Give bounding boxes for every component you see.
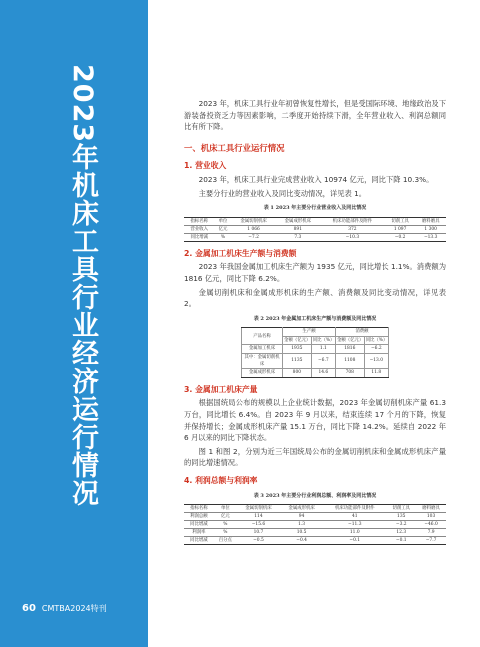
page-number: 60 xyxy=(22,603,36,614)
table2 xyxy=(241,327,389,377)
table-cell: 1 097 xyxy=(385,225,416,233)
revenue-paragraph: 2023 年，机床工具行业完成营业收入 10974 亿元，同比下降 10.3%。 xyxy=(198,174,434,184)
table-row xyxy=(242,353,389,369)
output-paragraph: 根据国统局公布的规模以上企业统计数据，2023 年金属切削机床产量 61.3 万台，同比增长 6.4%。自 2023 年 9 月以来，结束连续 17 个月的下降，恢复并保持增长；金属成形机床产量 15.1 万台，同比下降 14.2%。延续自 2022 年 6 月以来的同比下降状态。 xyxy=(184,398,446,443)
article-title: 2023年机床工具行业经济运行情况 xyxy=(67,64,98,508)
table-header-cell: 磨料磨具 xyxy=(416,505,446,513)
table-row xyxy=(184,513,446,521)
journal-name: CMTBA2024特刊 xyxy=(41,604,107,613)
output-figure-ref: 图 1 和图 2，分别为近三年国统局公布的金属切削机床和金属成形机床产量的同比增速情况。 xyxy=(184,446,446,468)
table-header-cell: 金额（亿元） xyxy=(336,337,364,343)
table-header-cell: 产品名称 xyxy=(242,328,283,345)
table-cell: 114 xyxy=(237,513,280,521)
article-body xyxy=(184,98,446,545)
table-cell: 7.3 xyxy=(276,233,320,241)
table-cell: −6.7 xyxy=(311,353,335,369)
table-row xyxy=(184,537,446,545)
table-header-cell: 切削工具 xyxy=(385,217,416,225)
table-cell: −13.0 xyxy=(364,353,388,369)
table-cell: 同比增减 xyxy=(184,537,214,545)
table-cell: 12.3 xyxy=(386,529,416,537)
table-cell: 1 300 xyxy=(415,225,446,233)
table3 xyxy=(184,504,446,545)
table-cell: −3.2 xyxy=(386,521,416,529)
table-cell: 百分点 xyxy=(214,537,237,545)
table1-header-row xyxy=(184,217,446,225)
table-header-cell: 生产额 xyxy=(283,328,336,336)
table-cell: 1 066 xyxy=(231,225,275,233)
table-cell: −15.6 xyxy=(237,521,280,529)
section-heading: 一、机床工具行业运行情况 xyxy=(184,142,285,153)
table-cell: 利润率 xyxy=(184,529,214,537)
table-header-cell: 消费额 xyxy=(335,328,388,336)
table-header-cell: 机床功能部件及附件 xyxy=(320,217,385,225)
table-cell: 1935 xyxy=(283,345,312,353)
table-cell: −11.3 xyxy=(323,521,386,529)
table-cell: −0.1 xyxy=(323,537,386,545)
table-cell: 利润总额 xyxy=(184,513,214,521)
table-cell: 1135 xyxy=(283,353,312,369)
table-cell: 1816 xyxy=(335,345,364,353)
table2-header-row xyxy=(242,328,389,336)
table-header-cell: 金属切削机床 xyxy=(231,217,275,225)
table-header-cell: 金额（亿元） xyxy=(284,337,311,343)
table-cell: 10.5 xyxy=(280,529,323,537)
table-header-cell: 磨料磨具 xyxy=(415,217,446,225)
table-cell: −0.2 xyxy=(385,233,416,241)
table-cell: 14.6 xyxy=(311,369,335,377)
intro-paragraph: 2023 年，机床工具行业年初曾恢复性增长，但是受国际环境、地缘政治及下游装备投资乏力等因素影响，二季度开始持续下滑，全年营业收入、利润总额同比有所下降。 xyxy=(184,99,446,132)
table1-caption: 表 1 2023 年主要分行业营业收入及同比情况 xyxy=(263,205,367,212)
table-cell: −0.1 xyxy=(386,537,416,545)
table-cell: 同比增减 xyxy=(184,233,215,241)
table-cell: 103 xyxy=(416,513,446,521)
table-cell: −0.4 xyxy=(280,537,323,545)
table-header-cell: 同比（%） xyxy=(312,337,335,343)
table-cell: 11.8 xyxy=(364,369,388,377)
table-row xyxy=(184,521,446,529)
table-cell: −0.5 xyxy=(237,537,280,545)
table-row xyxy=(242,369,389,377)
revenue-table-ref: 主要分行业的营业收入及同比变动情况，详见表 1。 xyxy=(198,188,367,198)
table-header-cell: 指标名称 xyxy=(184,217,215,225)
table-cell: −46.0 xyxy=(416,521,446,529)
table-cell: 891 xyxy=(276,225,320,233)
production-paragraph: 2023 年我国金属加工机床生产额为 1935 亿元，同比增长 1.1%。消费额为 1816 亿元，同比下降 6.2%。 xyxy=(184,262,446,283)
table-cell: 708 xyxy=(335,369,364,377)
table-row xyxy=(242,345,389,353)
table-row xyxy=(184,529,446,537)
table-cell: % xyxy=(214,521,237,529)
table-cell: 94 xyxy=(280,513,323,521)
subsection-heading-production: 2. 金属加工机床生产额与消费额 xyxy=(184,248,297,258)
table-cell: 亿元 xyxy=(215,225,232,233)
table2-caption: 表 2 2023 年金属加工机床生产额与消费额及同比情况 xyxy=(253,315,377,322)
table-header-cell: 金属成形机床 xyxy=(276,217,320,225)
table-cell: 7.9 xyxy=(416,529,446,537)
table-cell: 10.7 xyxy=(237,529,280,537)
table-cell: 营业收入 xyxy=(184,225,215,233)
table-cell: −6.2 xyxy=(364,345,388,353)
subsection-heading-output: 3. 金属加工机床产量 xyxy=(184,384,258,394)
table-cell: 其中：金属切削机床 xyxy=(242,353,283,369)
table-row xyxy=(184,233,446,241)
table-cell: −7.2 xyxy=(231,233,275,241)
table-cell: 135 xyxy=(386,513,416,521)
subsection-heading-revenue: 1. 营业收入 xyxy=(184,161,227,171)
table-cell: −7.7 xyxy=(416,537,446,545)
table-cell: 800 xyxy=(283,369,312,377)
table-cell: 372 xyxy=(320,225,385,233)
table-cell: 亿元 xyxy=(214,513,237,521)
table-cell: % xyxy=(215,233,232,241)
production-table-ref: 金属切削机床和金属成形机床的生产额、消费额及同比变动情况，详见表 2。 xyxy=(184,287,446,309)
table1 xyxy=(184,217,446,242)
table-cell: 41 xyxy=(323,513,386,521)
table-header-cell: 指标名称 xyxy=(184,505,214,513)
page-footer xyxy=(22,603,107,614)
table-header-cell: 同比（%） xyxy=(365,337,388,343)
table-cell: 1.1 xyxy=(311,345,335,353)
table-cell: 金属加工机床 xyxy=(242,345,283,353)
table-header-cell: 单位 xyxy=(214,505,237,513)
table-header-cell: 切削工具 xyxy=(386,505,416,513)
table-cell: 11.0 xyxy=(323,529,386,537)
table-row xyxy=(184,225,446,233)
table-cell: −10.3 xyxy=(320,233,385,241)
table-header-cell: 金属切削机床 xyxy=(237,505,280,513)
table-header-cell: 机床功能部件及附件 xyxy=(323,505,386,513)
subsection-heading-profit: 4. 利润总额与利润率 xyxy=(184,475,258,485)
table-cell: % xyxy=(214,529,237,537)
table-cell: 1108 xyxy=(335,353,364,369)
table-cell: −13.3 xyxy=(415,233,446,241)
table3-header-row xyxy=(184,505,446,513)
table-cell: 1.3 xyxy=(280,521,323,529)
table-cell: 同比增减 xyxy=(184,521,214,529)
table-header-cell: 单位 xyxy=(215,217,232,225)
table-header-cell: 金属成形机床 xyxy=(280,505,323,513)
table-cell: 金属成形机床 xyxy=(242,369,283,377)
table3-caption: 表 3 2023 年主要分行业利润总额、利润率及同比情况 xyxy=(253,492,377,499)
